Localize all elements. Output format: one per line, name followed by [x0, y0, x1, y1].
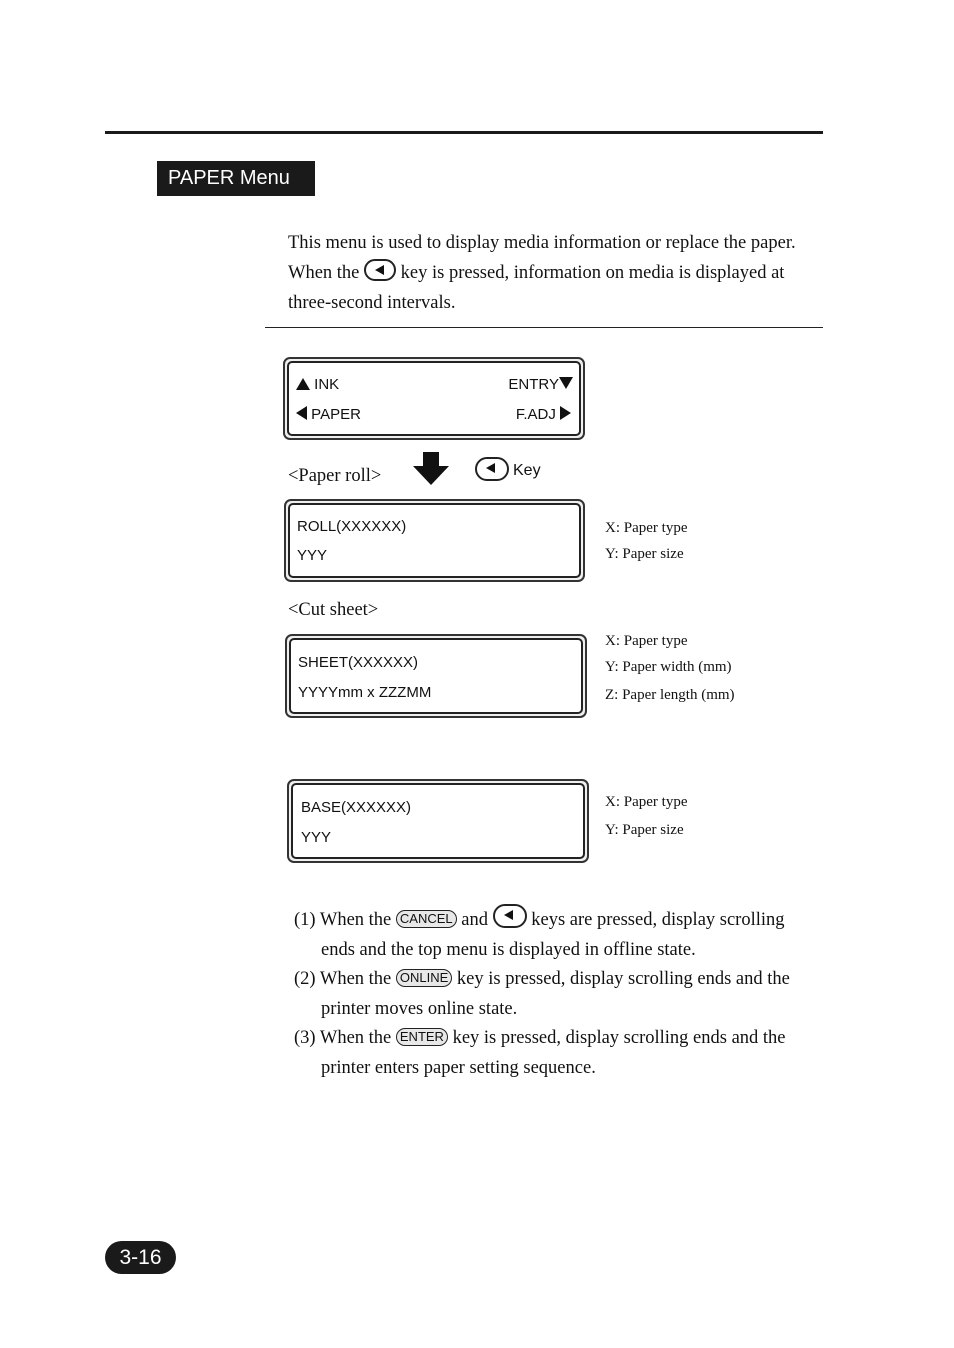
cut-sheet-note-x: X: Paper type — [605, 633, 688, 649]
online-key: ONLINE — [396, 969, 452, 987]
paper-roll-display — [284, 499, 585, 582]
down-arrow-icon — [559, 377, 573, 389]
up-arrow-icon — [296, 378, 310, 390]
base-line-1: BASE(XXXXXX) — [301, 799, 412, 816]
paper-roll-screen — [288, 503, 581, 578]
cut-sheet-line-2: YYYYmm x ZZZMM — [298, 684, 432, 701]
cut-sheet-heading: <Cut sheet> — [288, 600, 379, 620]
paper-roll-heading: <Paper roll> — [288, 466, 382, 486]
down-arrow-icon — [412, 452, 450, 486]
base-line-2: YYY — [301, 829, 332, 846]
intro-paragraph — [288, 228, 828, 318]
section-title: PAPER Menu — [157, 161, 315, 196]
base-note-y: Y: Paper size — [605, 822, 684, 838]
left-key-icon — [493, 904, 527, 928]
cut-sheet-note-y: Y: Paper width (mm) — [605, 659, 732, 675]
cut-sheet-note-z: Z: Paper length (mm) — [605, 687, 735, 703]
top-rule — [105, 131, 823, 134]
cut-sheet-line-1: SHEET(XXXXXX) — [298, 654, 419, 671]
menu-fadj: F.ADJ — [516, 406, 571, 423]
step-3-cont: printer enters paper setting sequence. — [321, 1057, 596, 1078]
step-3: (3) When the ENTER key is pressed, display scrolling ends and the — [294, 1028, 786, 1048]
menu-entry: ENTRY — [508, 376, 573, 393]
paper-roll-note-y: Y: Paper size — [605, 546, 684, 562]
key-legend: Key — [475, 457, 541, 483]
left-arrow-icon — [296, 406, 307, 420]
left-key-icon — [364, 259, 396, 281]
left-key-icon — [475, 457, 509, 481]
step-1: (1) When the CANCEL and keys are pressed, display scrolling — [294, 904, 828, 936]
menu-ink: INK — [296, 376, 339, 393]
intro-line-3: three-second intervals. — [288, 293, 456, 313]
cut-sheet-display — [285, 634, 587, 718]
enter-key: ENTER — [396, 1028, 448, 1046]
intro-line-2: When the key is pressed, information on media is displayed at — [288, 258, 828, 288]
step-1-cont: ends and the top menu is displayed in offline state. — [321, 939, 696, 960]
step-2: (2) When the ONLINE key is pressed, display scrolling ends and the — [294, 969, 790, 989]
divider — [265, 327, 823, 328]
steps-list — [294, 904, 828, 1083]
menu-paper: PAPER — [296, 406, 361, 423]
cut-sheet-screen — [289, 638, 583, 714]
base-screen — [291, 783, 585, 859]
right-arrow-icon — [560, 406, 571, 420]
paper-roll-line-2: YYY — [297, 547, 328, 564]
cancel-key: CANCEL — [396, 910, 457, 928]
intro-line-1: This menu is used to display media information or replace the paper. — [288, 233, 796, 253]
paper-roll-line-1: ROLL(XXXXXX) — [297, 518, 407, 535]
step-2-cont: printer moves online state. — [321, 998, 518, 1019]
page-number: 3-16 — [105, 1241, 176, 1274]
paper-roll-note-x: X: Paper type — [605, 520, 688, 536]
top-menu-screen — [287, 361, 581, 436]
top-menu-display — [283, 357, 585, 440]
base-note-x: X: Paper type — [605, 794, 688, 810]
base-display — [287, 779, 589, 863]
